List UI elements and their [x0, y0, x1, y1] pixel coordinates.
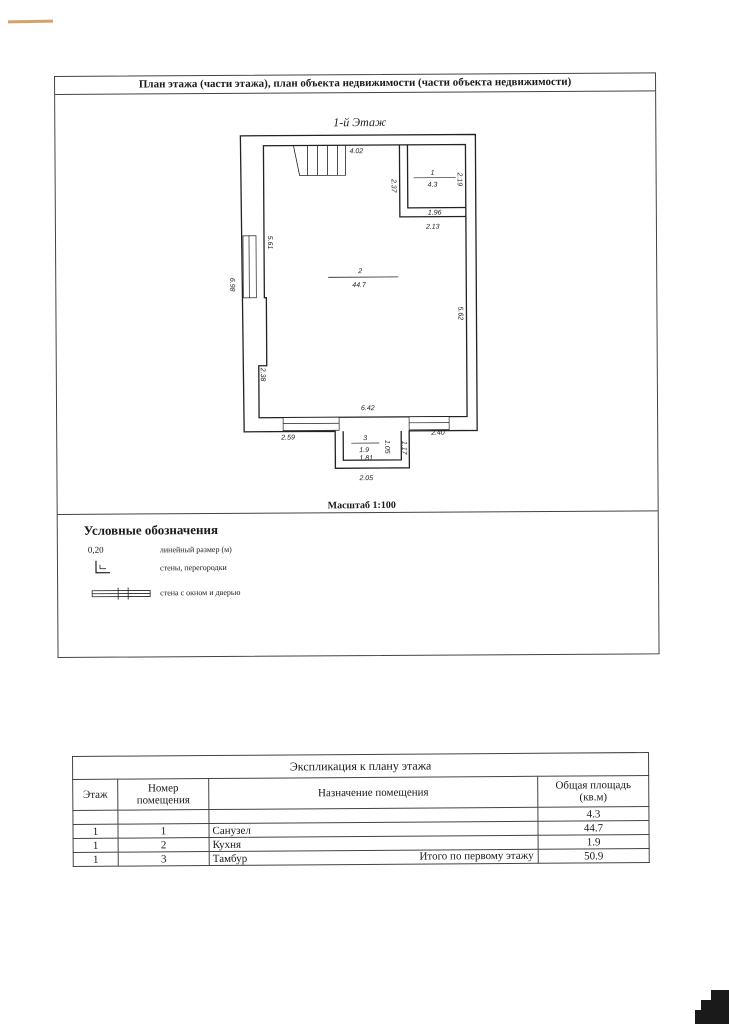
legend-walls-text: стены, перегородки	[159, 562, 227, 573]
svg-text:4.02: 4.02	[349, 148, 364, 156]
sheet-title: План этажа (части этажа), план объекта недвижимости (части объекта недвижимости)	[55, 73, 655, 95]
row-purpose: Тамбур	[212, 852, 248, 865]
svg-text:1: 1	[430, 169, 435, 177]
col-area: Общая площадь (кв.м)	[538, 775, 649, 807]
legend-window-text: стена с окном и дверью	[160, 587, 241, 598]
svg-text:44.7: 44.7	[352, 282, 366, 290]
svg-text:2.13: 2.13	[425, 223, 440, 231]
explication-title: Экспликация к плану этажа	[73, 752, 649, 779]
floor-plan-drawing	[55, 73, 658, 514]
svg-text:1.81: 1.81	[359, 455, 373, 463]
svg-text:6.98: 6.98	[228, 277, 236, 292]
legend-title: Условные обозначения	[83, 522, 219, 538]
scan-artifact	[689, 990, 729, 1024]
svg-text:2: 2	[358, 268, 363, 276]
col-room-number: Номер помещения	[118, 779, 209, 811]
svg-text:2.59: 2.59	[281, 434, 295, 442]
floor-label: 1-й Этаж	[333, 114, 387, 130]
col-purpose: Назначение помещения	[209, 776, 538, 809]
pencil-mark	[8, 20, 53, 24]
svg-text:2.40: 2.40	[431, 429, 445, 437]
dimension-labels	[227, 148, 464, 483]
svg-text:6.42: 6.42	[361, 405, 375, 413]
svg-text:2.05: 2.05	[359, 475, 374, 483]
svg-text:2.37: 2.37	[389, 178, 397, 193]
svg-text:1.9: 1.9	[359, 447, 370, 455]
svg-text:5.62: 5.62	[456, 306, 464, 321]
table-row: 4.3	[73, 806, 649, 824]
svg-text:2.19: 2.19	[455, 172, 463, 187]
explication-table	[72, 752, 650, 867]
svg-text:4.3: 4.3	[427, 181, 438, 189]
room-2-label	[328, 268, 398, 289]
svg-text:1.05: 1.05	[383, 439, 391, 454]
legend-linear-text: линейный размер (м)	[159, 544, 232, 555]
legend-sample-value: 0,20	[87, 544, 104, 555]
scale-label: Масштаб 1:100	[327, 499, 396, 512]
table-row: 1 1 Санузел 44.7	[73, 820, 649, 838]
window-openings	[243, 235, 449, 431]
total-label: Итого по первому этажу	[419, 849, 534, 863]
svg-text:1.96: 1.96	[427, 209, 442, 217]
table-row: 1 2 Кухня 1.9	[73, 834, 649, 852]
stairs	[293, 145, 345, 175]
room-3-label	[351, 435, 379, 454]
floor-plan-sheet	[54, 72, 660, 658]
legend-symbols	[88, 556, 158, 606]
col-floor: Этаж	[73, 779, 118, 810]
svg-text:5.61: 5.61	[265, 235, 274, 250]
svg-text:2.38: 2.38	[258, 367, 266, 382]
svg-text:3: 3	[363, 435, 368, 443]
room-1-label	[414, 170, 456, 189]
table-row: 1 3 Тамбур Итого по первому этажу 50.9	[73, 848, 649, 866]
svg-text:1.17: 1.17	[400, 440, 408, 455]
